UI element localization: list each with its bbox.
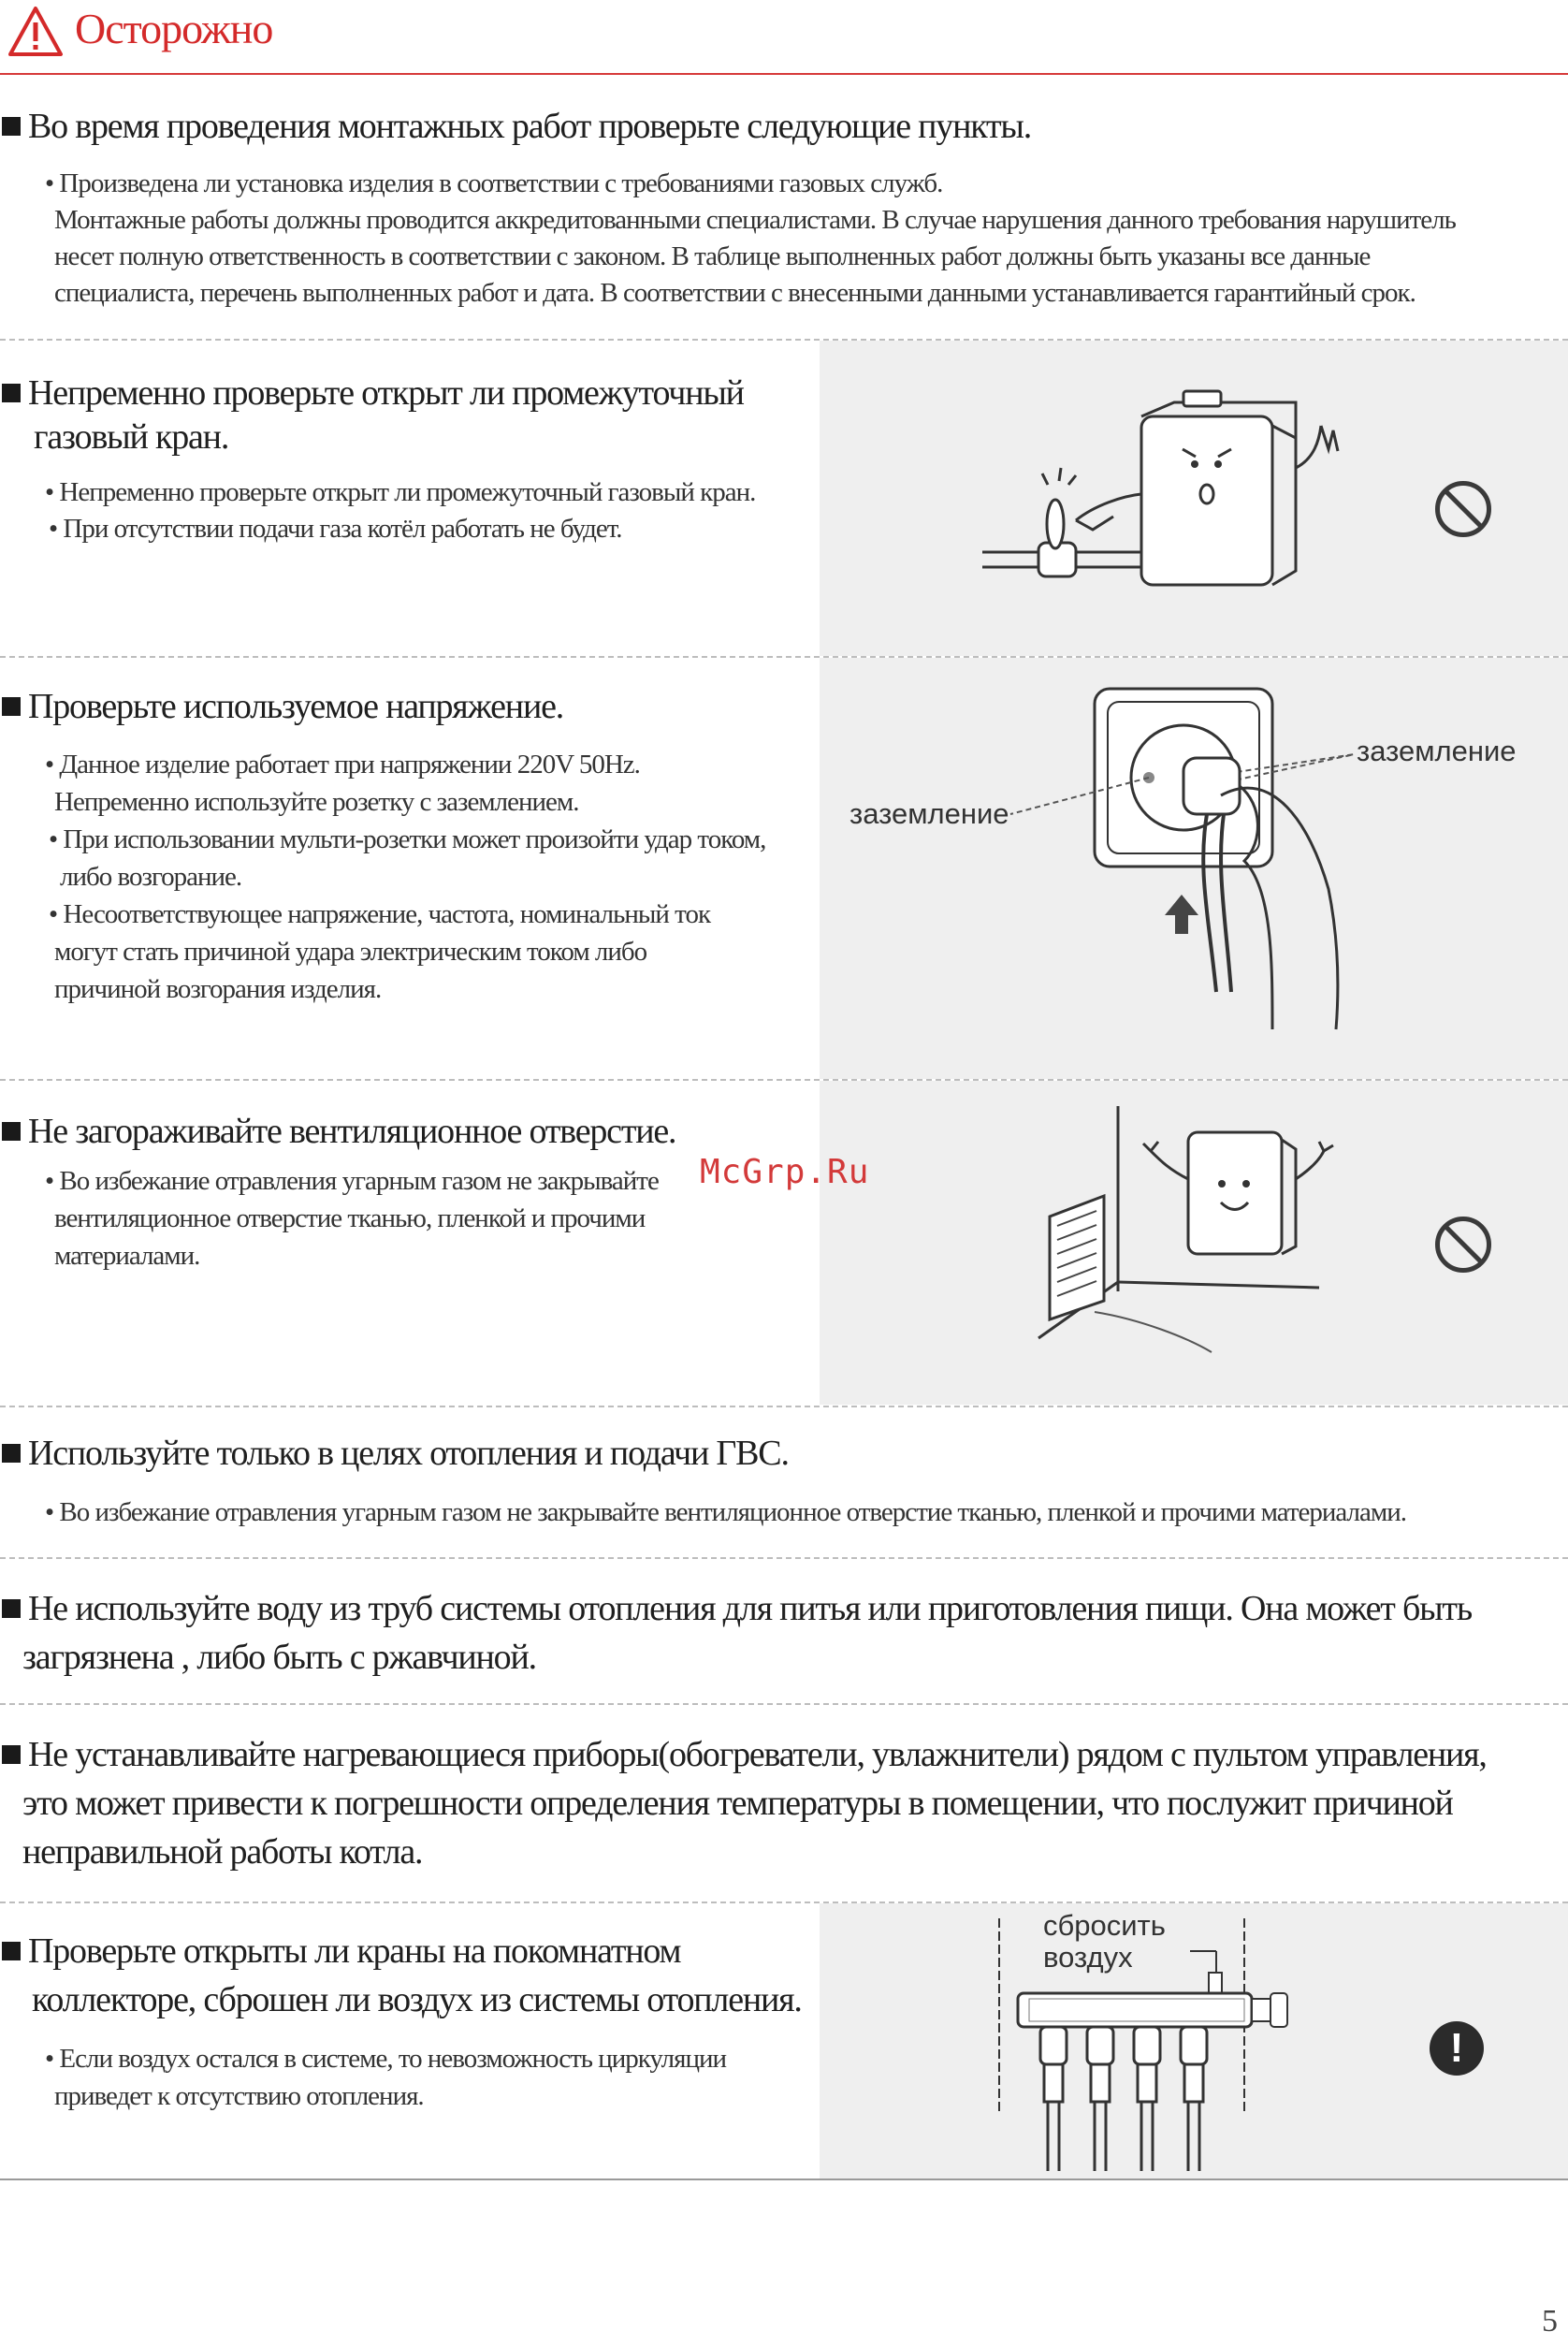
title-divider	[0, 73, 1568, 75]
air-release-label-line1: сбросить	[1043, 1909, 1166, 1942]
prohibited-icon	[1435, 1217, 1491, 1273]
section2-heading: Непременно проверьте открыт ли промежуточный	[2, 370, 744, 416]
section4-line2: вентиляционное отверстие тканью, пленкой и прочими	[54, 1203, 646, 1233]
section7-heading-line2: это может привести к погрешности определения температуры в помещении, что послужит причиной	[22, 1784, 1453, 1823]
page-title: Осторожно	[75, 5, 273, 52]
section3-line3: • При использовании мульти-розетки может произойти удар током,	[49, 824, 766, 854]
air-release-label-line2: воздух	[1043, 1941, 1133, 1974]
section7-heading-line3: неправильной работы котла.	[22, 1832, 423, 1872]
divider	[0, 1406, 1568, 1407]
section2-line2: • При отсутствии подачи газа котёл работать не будет.	[49, 514, 622, 544]
section4-heading: Не загораживайте вентиляционное отверстие.	[2, 1108, 675, 1155]
ground-label-right: заземление	[1357, 735, 1517, 767]
divider	[0, 1557, 1568, 1559]
exclamation-icon: !	[1430, 2021, 1484, 2076]
section3-line2: Непременно используйте розетку с заземлением.	[54, 787, 579, 817]
boiler-vent-illustration	[1038, 1104, 1338, 1357]
section1-line3: несет полную ответственность в соответствии с законом. В таблице выполненных работ должны быть указаны все данные	[54, 241, 1371, 271]
prohibited-icon	[1435, 481, 1491, 537]
section2-line1: • Непременно проверьте открыт ли промежуточный газовый кран.	[45, 477, 756, 507]
section3-line7: причиной возгорания изделия.	[54, 974, 382, 1004]
page-number: 5	[1542, 2304, 1558, 2339]
section6-heading-cont: загрязнена , либо быть с ржавчиной.	[22, 1638, 536, 1677]
watermark: McGrp.Ru	[700, 1153, 870, 1191]
section3-line1: • Данное изделие работает при напряжении 220V 50Hz.	[45, 750, 640, 780]
warning-triangle-icon	[7, 6, 64, 58]
grounded-socket-plug-illustration	[992, 683, 1385, 1039]
divider	[0, 1703, 1568, 1705]
section4-line1: • Во избежание отравления угарным газом не закрывайте	[45, 1166, 659, 1196]
section8-heading: Проверьте открыты ли краны на покомнатном	[2, 1928, 680, 1974]
boiler-gas-valve-illustration	[973, 384, 1366, 599]
section1-line4: специалиста, перечень выполненных работ и дата. В соответствии с внесенными данными устанавливается гарантийный срок.	[54, 278, 1416, 308]
section5-line1: • Во избежание отравления угарным газом не закрывайте вентиляционное отверстие тканью, пленкой и прочими материалами.	[45, 1497, 1407, 1527]
section1-heading: Во время проведения монтажных работ проверьте следующие пункты.	[2, 103, 1031, 150]
section7-heading: Не устанавливайте нагревающиеся приборы(обогреватели, увлажнители) рядом с пультом управления,	[2, 1731, 1487, 1778]
heating-manifold-illustration	[992, 1918, 1310, 2171]
section1-line1: • Произведена ли установка изделия в соответствии с требованиями газовых служб.	[45, 168, 943, 198]
divider	[0, 2178, 1568, 2180]
ground-label-left: заземление	[849, 797, 1009, 830]
section3-heading: Проверьте используемое напряжение.	[2, 683, 563, 730]
section8-heading-cont: коллекторе, сброшен ли воздух из системы отопления.	[32, 1980, 802, 2019]
section4-line3: материалами.	[54, 1241, 200, 1271]
section8-line1: • Если воздух остался в системе, то невозможность циркуляции	[45, 2044, 727, 2074]
section5-heading: Используйте только в целях отопления и подачи ГВС.	[2, 1430, 789, 1477]
section8-line2: приведет к отсутствию отопления.	[54, 2081, 424, 2111]
section3-line6: могут стать причиной удара электрическим током либо	[54, 937, 647, 967]
section1-line2: Монтажные работы должны проводится аккредитованными специалистами. В случае нарушения данного требования нарушитель	[54, 205, 1456, 235]
section6-heading: Не используйте воду из труб системы отопления для питья или приготовления пищи. Она может быть	[2, 1585, 1472, 1632]
section3-line4: либо возгорание.	[60, 862, 242, 892]
section3-line5: • Несоответствующее напряжение, частота, номинальный ток	[49, 899, 711, 929]
section2-heading-cont: газовый кран.	[34, 417, 229, 457]
